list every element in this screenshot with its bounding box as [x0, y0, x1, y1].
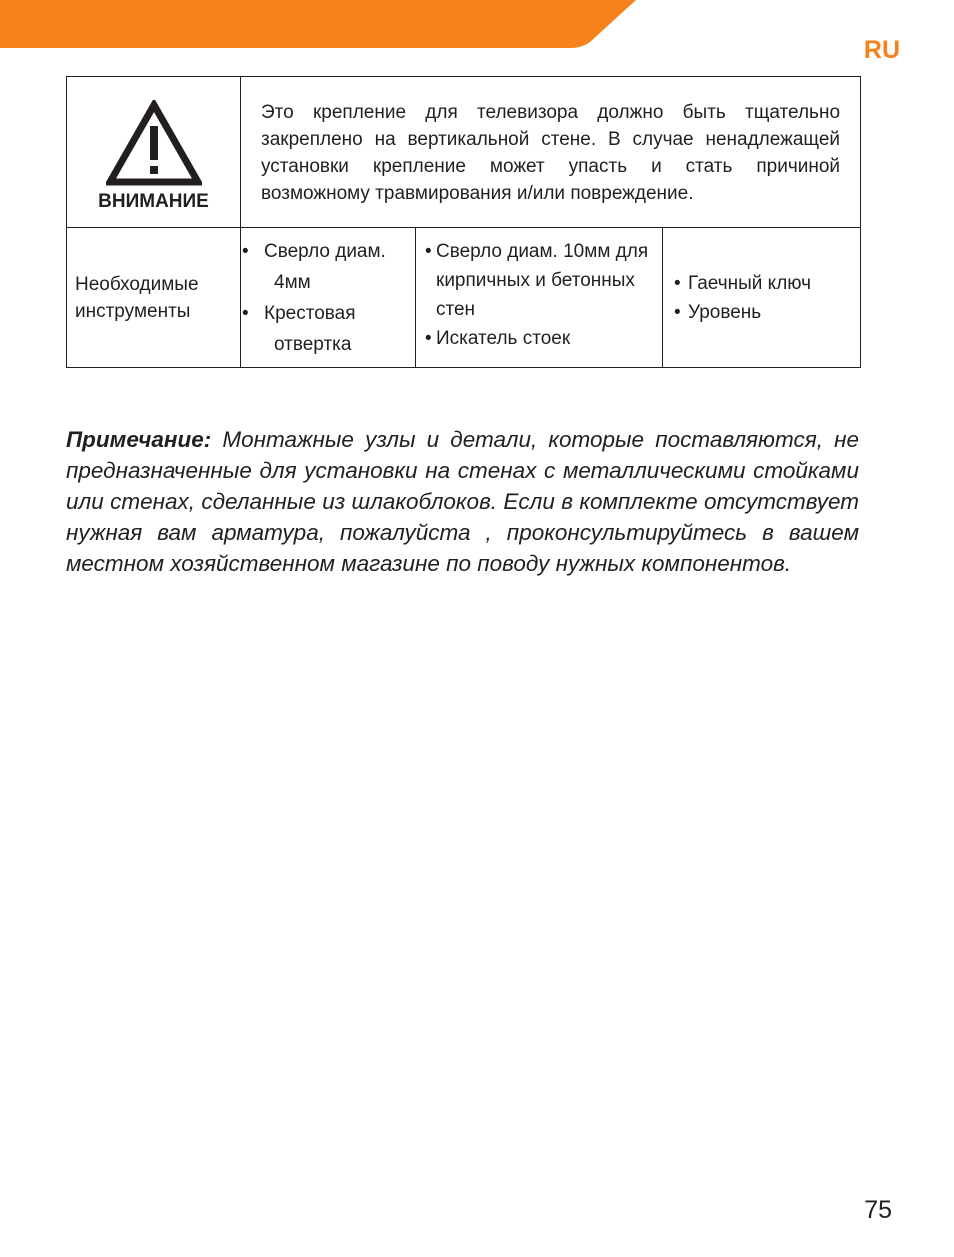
- warning-cell: [67, 77, 241, 228]
- warning-text: Это крепление для телевизора должно быть тщательно закреплено на вертикальной стене. В случае ненадлежащей установки крепление может упасть и стать причиной возможному травмирования и/или повреждение.: [241, 77, 861, 228]
- tools-column-2: [416, 228, 663, 368]
- tools-list-3: [664, 263, 859, 333]
- header-accent-band: [0, 0, 954, 50]
- language-tag: RU: [863, 36, 900, 64]
- note-text: Монтажные узлы и детали, которые поставляются, не предназначенные для установки на стенах с металлическими стойками или стенах, сделанные из шлакоблоков. Если в комплекте отсутствует нужная вам арматура, пожалуйста , проконсультируйтесь в вашем местном хозяйственном магазине по поводу нужных компонентов.: [66, 427, 859, 576]
- tools-list-2: [417, 229, 661, 359]
- tools-row: [67, 228, 861, 368]
- tools-column-3: [663, 228, 861, 368]
- page-number: 75: [864, 1196, 892, 1224]
- list-item: • Крестовая отвертка: [250, 298, 406, 360]
- list-item: • Гаечный ключ: [672, 269, 851, 298]
- warning-label: ВНИМАНИЕ: [98, 190, 209, 212]
- list-item: • Сверло диам. 4мм: [250, 236, 406, 298]
- tools-label-line2: инструменты: [75, 300, 191, 322]
- list-item: • Уровень: [672, 298, 851, 327]
- list-item: • Искатель стоек: [425, 324, 653, 353]
- warning-triangle-icon: [106, 100, 202, 186]
- tools-label: [67, 228, 241, 368]
- note-paragraph: [66, 424, 859, 579]
- tools-column-1: [241, 228, 416, 368]
- note-lead: Примечание:: [66, 427, 212, 452]
- warning-tools-table: [66, 76, 861, 368]
- tools-list-1: [242, 230, 414, 366]
- tools-label-line1: Необходимые: [75, 273, 199, 295]
- warning-row: [67, 77, 861, 228]
- list-item: • Сверло диам. 10мм для кирпичных и бетонных стен: [425, 237, 653, 324]
